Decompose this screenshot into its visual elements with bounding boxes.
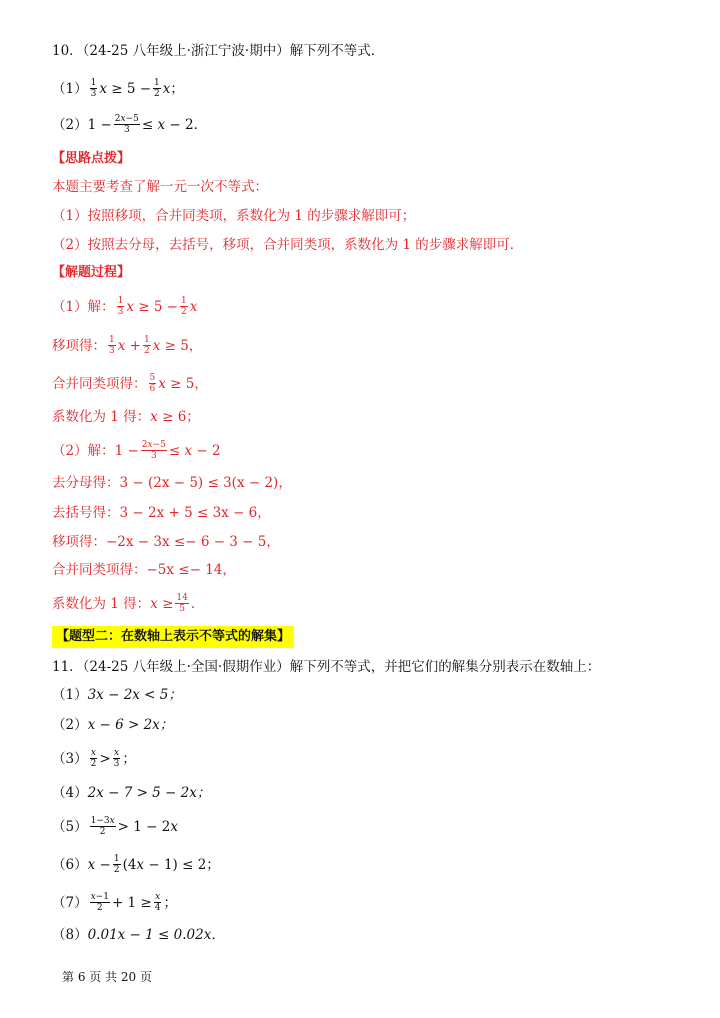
page-footer: 第 6 页 共 20 页	[62, 970, 152, 984]
solution-step7: 去括号得： 3 − 2x + 5 ≤ 3x − 6，	[52, 505, 271, 521]
hint-title: 【思路点拨】	[52, 151, 131, 166]
q11-item8: （8） 0.01x − 1 ≤ 0.02x．	[52, 927, 225, 943]
hint-line2: （1）按照移项，合并同类项，系数化为 1 的步骤求解即可；	[52, 208, 416, 224]
q11-item7: （7） $\frac{x-1}{2}$ + 1 ≥ $\frac{x}{4}$ ；	[52, 892, 177, 913]
q11-item1: （1） 3x − 2x < 5；	[52, 687, 182, 703]
solution-step8: 移项得： −2x − 3x ≤− 6 − 3 − 5，	[52, 534, 280, 550]
hint-line3: （2）按照去分母，去括号，移项，合并同类项，系数化为 1 的步骤求解即可．	[52, 237, 524, 253]
q10-part2: （2） 1 − $\frac{2x-5}{3}$ ≤ x − 2 ．	[52, 114, 208, 135]
q11-item5: （5） $\frac{1-3x}{2}$ > 1 − 2 x	[52, 816, 178, 837]
solution-step3: 合并同类项得： $\frac{5}{6}$ x ≥ 5，	[52, 373, 208, 394]
q11-item6: （6） x − $\frac{1}{2}$ (4 x − 1) ≤ 2；	[52, 854, 220, 875]
q11-item4: （4） 2x − 7 > 5 − 2x；	[52, 785, 211, 801]
solution-step2: 移项得： $\frac{1}{3}$ x + $\frac{1}{2}$ x ≥ 5，	[52, 335, 203, 356]
hint-line1: 本题主要考查了解一元一次不等式：	[52, 179, 268, 195]
q10-part1-label: （1）	[52, 80, 88, 97]
q10-part2-label: （2）	[52, 116, 88, 133]
q11-item2: （2） x − 6 > 2x；	[52, 717, 174, 733]
q10-part1: （1） $\frac{1}{3}$ x ≥ 5 − $\frac{1}{2}$ x ；	[52, 78, 184, 99]
solution-title: 【解题过程】	[52, 265, 131, 280]
solution-step1: （1）解： $\frac{1}{3}$ x ≥ 5 − $\frac{1}{2}$ x	[52, 296, 198, 317]
q10-header: 10．（24-25 八年级上·浙江宁波·期中）解下列不等式．	[52, 43, 385, 59]
q11-header: 11．（24-25 八年级上·全国·假期作业）解下列不等式，并把它们的解集分别表示在数轴上：	[52, 659, 601, 675]
solution-step10: 系数化为 1 得： x ≥ $\frac{14}{5}$ ．	[52, 593, 205, 614]
solution-step6: 去分母得： 3 − (2x − 5) ≤ 3(x − 2)，	[52, 475, 292, 491]
solution-step9: 合并同类项得： −5x ≤− 14，	[52, 562, 236, 578]
solution-step5: （2）解： 1 − $\frac{2x-5}{3}$ ≤ x − 2	[52, 440, 221, 461]
solution-step4: 系数化为 1 得： x ≥ 6；	[52, 409, 200, 425]
q11-item3: （3） $\frac{x}{2}$ > $\frac{x}{3}$ ；	[52, 748, 136, 769]
section2-title: 【题型二：在数轴上表示不等式的解集】	[52, 626, 294, 648]
